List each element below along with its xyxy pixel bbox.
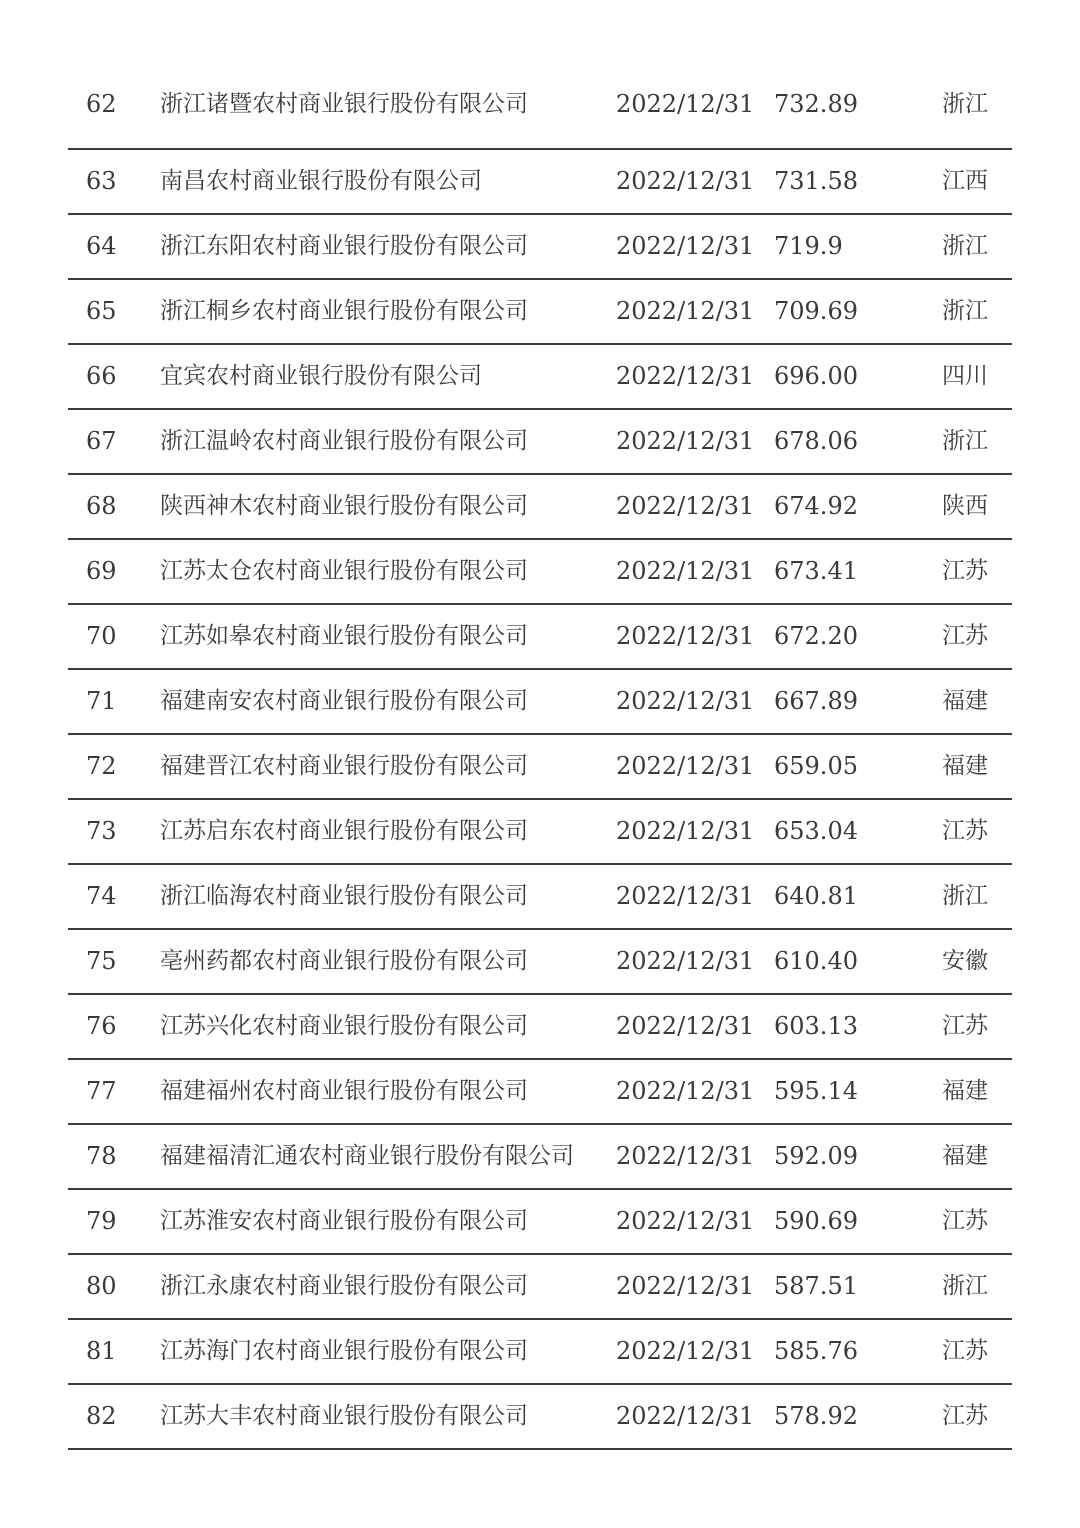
table-row — [68, 930, 1012, 995]
table-row — [68, 1060, 1012, 1125]
bank-name-cell: 宜宾农村商业银行股份有限公司 — [160, 363, 482, 389]
table-row — [68, 42, 1012, 150]
value-cell: 585.76 — [774, 1337, 858, 1365]
value-cell: 674.92 — [774, 492, 858, 520]
rank-cell: 65 — [86, 297, 117, 325]
date-cell: 2022/12/31 — [616, 947, 755, 975]
province-cell: 江苏 — [942, 1338, 988, 1364]
rank-cell: 82 — [86, 1402, 117, 1430]
province-cell: 浙江 — [942, 298, 988, 324]
province-cell: 江苏 — [942, 623, 988, 649]
rank-cell: 81 — [86, 1337, 117, 1365]
table-row — [68, 605, 1012, 670]
province-cell: 江苏 — [942, 1208, 988, 1234]
table-row — [68, 540, 1012, 605]
bank-name-cell: 江苏兴化农村商业银行股份有限公司 — [160, 1013, 528, 1039]
rank-cell: 68 — [86, 492, 117, 520]
rank-cell: 72 — [86, 752, 117, 780]
value-cell: 673.41 — [774, 557, 858, 585]
rank-cell: 62 — [86, 90, 117, 118]
bank-name-cell: 陕西神木农村商业银行股份有限公司 — [160, 493, 528, 519]
date-cell: 2022/12/31 — [616, 167, 755, 195]
table-row — [68, 1320, 1012, 1385]
value-cell: 587.51 — [774, 1272, 858, 1300]
value-cell: 719.9 — [774, 232, 843, 260]
table-row — [68, 280, 1012, 345]
date-cell: 2022/12/31 — [616, 752, 755, 780]
rank-cell: 71 — [86, 687, 117, 715]
rank-cell: 79 — [86, 1207, 117, 1235]
province-cell: 安徽 — [942, 948, 988, 974]
value-cell: 578.92 — [774, 1402, 858, 1430]
province-cell: 浙江 — [942, 428, 988, 454]
bank-name-cell: 浙江永康农村商业银行股份有限公司 — [160, 1273, 528, 1299]
value-cell: 590.69 — [774, 1207, 858, 1235]
date-cell: 2022/12/31 — [616, 622, 755, 650]
rank-cell: 73 — [86, 817, 117, 845]
province-cell: 浙江 — [942, 883, 988, 909]
rank-cell: 77 — [86, 1077, 117, 1105]
province-cell: 江苏 — [942, 558, 988, 584]
date-cell: 2022/12/31 — [616, 90, 755, 118]
bank-name-cell: 浙江诸暨农村商业银行股份有限公司 — [160, 91, 528, 117]
table-row — [68, 475, 1012, 540]
table-row — [68, 1190, 1012, 1255]
bank-name-cell: 江苏海门农村商业银行股份有限公司 — [160, 1338, 528, 1364]
province-cell: 四川 — [942, 363, 988, 389]
bank-name-cell: 江苏大丰农村商业银行股份有限公司 — [160, 1403, 528, 1429]
value-cell: 595.14 — [774, 1077, 858, 1105]
rank-cell: 67 — [86, 427, 117, 455]
value-cell: 667.89 — [774, 687, 858, 715]
table-row — [68, 1385, 1012, 1450]
bank-name-cell: 浙江桐乡农村商业银行股份有限公司 — [160, 298, 528, 324]
bank-name-cell: 南昌农村商业银行股份有限公司 — [160, 168, 482, 194]
rank-cell: 70 — [86, 622, 117, 650]
value-cell: 640.81 — [774, 882, 858, 910]
rank-cell: 76 — [86, 1012, 117, 1040]
rank-cell: 69 — [86, 557, 117, 585]
table-row — [68, 410, 1012, 475]
date-cell: 2022/12/31 — [616, 492, 755, 520]
bank-name-cell: 福建福清汇通农村商业银行股份有限公司 — [160, 1143, 574, 1169]
value-cell: 709.69 — [774, 297, 858, 325]
value-cell: 672.20 — [774, 622, 858, 650]
bank-name-cell: 福建福州农村商业银行股份有限公司 — [160, 1078, 528, 1104]
value-cell: 659.05 — [774, 752, 858, 780]
bank-name-cell: 江苏太仓农村商业银行股份有限公司 — [160, 558, 528, 584]
table-row — [68, 1125, 1012, 1190]
date-cell: 2022/12/31 — [616, 1337, 755, 1365]
province-cell: 浙江 — [942, 1273, 988, 1299]
province-cell: 江苏 — [942, 818, 988, 844]
bank-name-cell: 福建南安农村商业银行股份有限公司 — [160, 688, 528, 714]
date-cell: 2022/12/31 — [616, 1402, 755, 1430]
value-cell: 678.06 — [774, 427, 858, 455]
rank-cell: 66 — [86, 362, 117, 390]
bank-name-cell: 江苏启东农村商业银行股份有限公司 — [160, 818, 528, 844]
bank-name-cell: 浙江温岭农村商业银行股份有限公司 — [160, 428, 528, 454]
date-cell: 2022/12/31 — [616, 882, 755, 910]
table-row — [68, 670, 1012, 735]
rank-cell: 80 — [86, 1272, 117, 1300]
value-cell: 592.09 — [774, 1142, 858, 1170]
province-cell: 福建 — [942, 1078, 988, 1104]
date-cell: 2022/12/31 — [616, 427, 755, 455]
province-cell: 江苏 — [942, 1403, 988, 1429]
bank-ranking-table — [68, 42, 1012, 1450]
rank-cell: 74 — [86, 882, 117, 910]
rank-cell: 63 — [86, 167, 117, 195]
bank-name-cell: 浙江临海农村商业银行股份有限公司 — [160, 883, 528, 909]
table-row — [68, 215, 1012, 280]
date-cell: 2022/12/31 — [616, 557, 755, 585]
value-cell: 696.00 — [774, 362, 858, 390]
value-cell: 731.58 — [774, 167, 858, 195]
bank-name-cell: 浙江东阳农村商业银行股份有限公司 — [160, 233, 528, 259]
date-cell: 2022/12/31 — [616, 362, 755, 390]
date-cell: 2022/12/31 — [616, 1142, 755, 1170]
province-cell: 福建 — [942, 1143, 988, 1169]
date-cell: 2022/12/31 — [616, 297, 755, 325]
value-cell: 653.04 — [774, 817, 858, 845]
province-cell: 福建 — [942, 753, 988, 779]
date-cell: 2022/12/31 — [616, 687, 755, 715]
table-row — [68, 865, 1012, 930]
bank-name-cell: 江苏如皋农村商业银行股份有限公司 — [160, 623, 528, 649]
table-row — [68, 1255, 1012, 1320]
bank-name-cell: 亳州药都农村商业银行股份有限公司 — [160, 948, 528, 974]
date-cell: 2022/12/31 — [616, 232, 755, 260]
table-row — [68, 995, 1012, 1060]
bank-name-cell: 福建晋江农村商业银行股份有限公司 — [160, 753, 528, 779]
date-cell: 2022/12/31 — [616, 1077, 755, 1105]
province-cell: 江苏 — [942, 1013, 988, 1039]
date-cell: 2022/12/31 — [616, 1272, 755, 1300]
table-row — [68, 150, 1012, 215]
province-cell: 福建 — [942, 688, 988, 714]
value-cell: 732.89 — [774, 90, 858, 118]
rank-cell: 64 — [86, 232, 117, 260]
rank-cell: 78 — [86, 1142, 117, 1170]
province-cell: 陕西 — [942, 493, 988, 519]
table-row — [68, 735, 1012, 800]
province-cell: 浙江 — [942, 91, 988, 117]
province-cell: 江西 — [942, 168, 988, 194]
bank-name-cell: 江苏淮安农村商业银行股份有限公司 — [160, 1208, 528, 1234]
table-row — [68, 345, 1012, 410]
date-cell: 2022/12/31 — [616, 1012, 755, 1040]
rank-cell: 75 — [86, 947, 117, 975]
value-cell: 603.13 — [774, 1012, 858, 1040]
value-cell: 610.40 — [774, 947, 858, 975]
date-cell: 2022/12/31 — [616, 1207, 755, 1235]
province-cell: 浙江 — [942, 233, 988, 259]
table-row — [68, 800, 1012, 865]
date-cell: 2022/12/31 — [616, 817, 755, 845]
